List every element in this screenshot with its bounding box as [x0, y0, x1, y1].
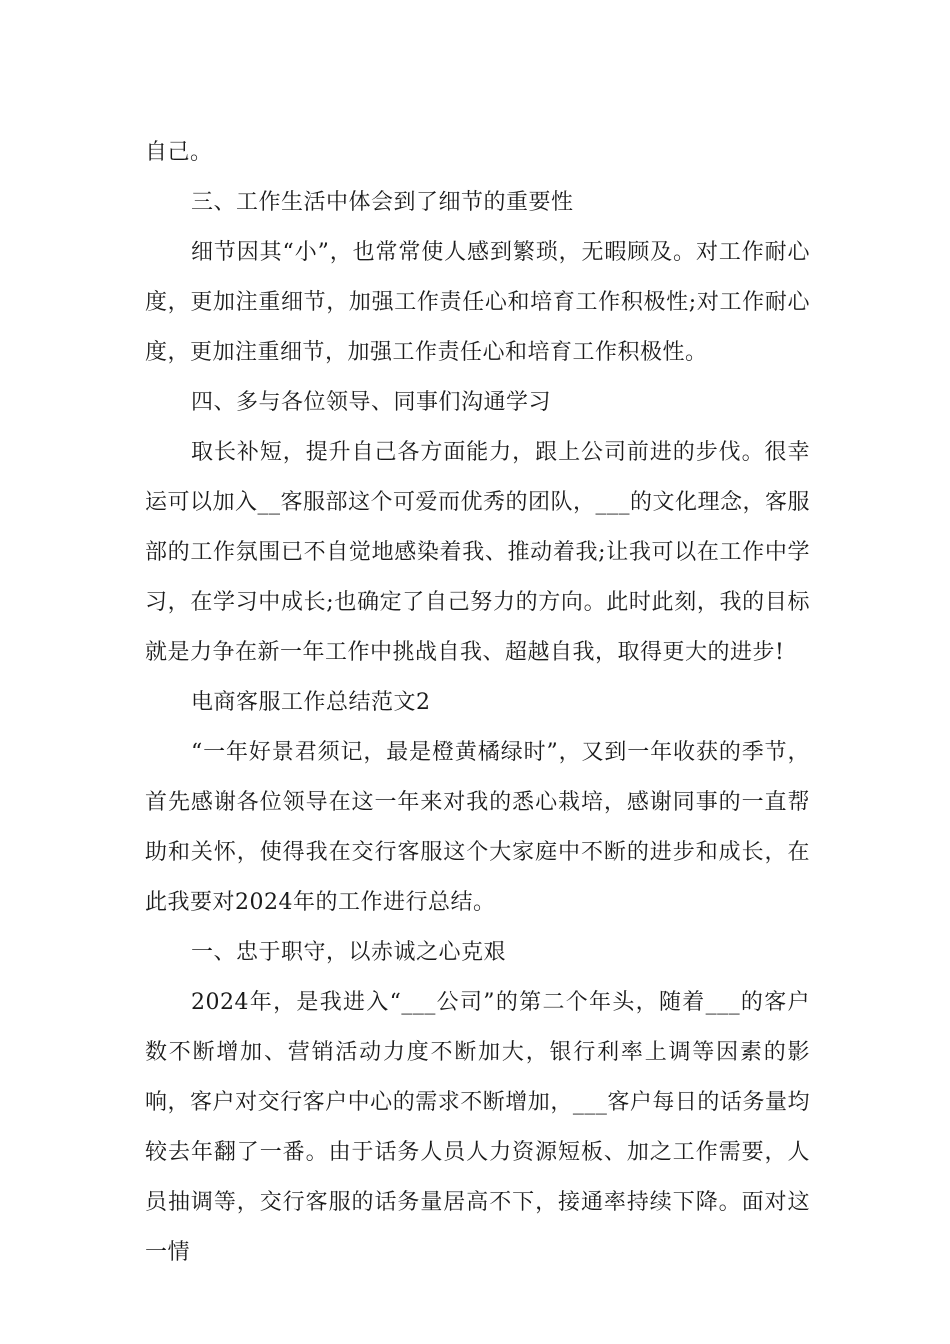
paragraph-learning: 取长补短，提升自己各方面能力，跟上公司前进的步伐。很幸运可以加入__客服部这个可爱而优秀的团队，___的文化理念，客服部的工作氛围已不自觉地感染着我、推动着我;让我可以在工作中学习，在学习中成长;也确定了自己努力的方向。此时此刻，我的目标就是力争在新一年工作中挑战自我、超越自我，取得更大的进步! — [145, 440, 811, 665]
paragraph-details: 细节因其“小”，也常常使人感到繁琐，无暇顾及。对工作耐心度，更加注重细节，加强工作责任心和培育工作积极性;对工作耐心度，更加注重细节，加强工作责任心和培育工作积极性。 — [145, 240, 810, 365]
document-body — [145, 128, 810, 1278]
sample-title-2: 电商客服工作总结范文2 — [191, 690, 431, 715]
paragraph-intro: “一年好景君须记，最是橙黄橘绿时”，又到一年收获的季节，首先感谢各位领导在这一年来对我的悉心栽培，感谢同事的一直帮助和关怀，使得我在交行客服这个大家庭中不断的进步和成长，在此我要对2024年的工作进行总结。 — [145, 740, 810, 915]
paragraph-continuation: 自己。 — [145, 140, 213, 165]
paragraph-year-review: 2024年，是我进入“___公司”的第二个年头，随着___的客户数不断增加、营销活动力度不断加大，银行利率上调等因素的影响，客户对交行客户中心的需求不断增加，___客户每日的话务量均较去年翻了一番。由于话务人员人力资源短板、加之工作需要，人员抽调等，交行客服的话务量居高不下，接通率持续下降。面对这一情 — [145, 990, 810, 1265]
section-heading-4: 四、多与各位领导、同事们沟通学习 — [191, 390, 552, 415]
section-heading-1: 一、忠于职守，以赤诚之心克艰 — [191, 940, 507, 965]
section-heading-3: 三、工作生活中体会到了细节的重要性 — [191, 190, 574, 215]
